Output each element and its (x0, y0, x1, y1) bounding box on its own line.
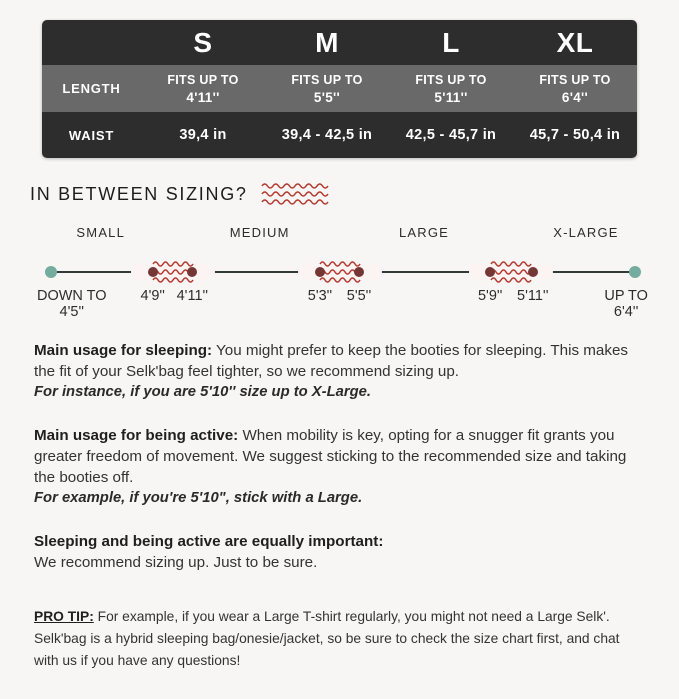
paragraph-equal (34, 531, 645, 573)
paragraph-note: For example, if you're 5'10", stick with a Large. (34, 490, 363, 506)
waist-row (42, 112, 637, 158)
length-value: 5'11'' (434, 89, 468, 105)
pro-tip-label: PRO TIP: (34, 609, 94, 624)
scale-endpoint-dot-left (45, 266, 57, 278)
length-cell-l (389, 65, 513, 112)
breakpoint-label: 5'9'' (477, 288, 503, 304)
breakpoint-dot (148, 267, 158, 277)
waist-cell-xl: 45,7 - 50,4 in (529, 127, 621, 143)
segment-label-medium: MEDIUM (229, 225, 290, 240)
breakpoint-dot (485, 267, 495, 277)
in-between-sizing-heading (30, 182, 679, 207)
length-value: 6'4'' (561, 89, 589, 105)
size-table-header-row (42, 20, 637, 65)
paragraph-active (34, 425, 645, 509)
paragraph-body: We recommend sizing up. Just to be sure. (34, 554, 318, 571)
length-row (42, 65, 637, 112)
paragraph-sleeping (34, 340, 645, 403)
scale-endpoint-dot-right (629, 266, 641, 278)
table-corner-cell (42, 20, 141, 65)
size-guide-page (0, 20, 679, 699)
length-row-label: LENGTH (62, 81, 121, 96)
pro-tip-text: For example, if you wear a Large T-shirt regularly, you might not need a Large Selk'. Selk'bag is a hybrid sleeping bag/onesie/jacket, so be sure to check the size chart first, and chat with us if you have any questions! (34, 609, 620, 668)
length-cell-s (141, 65, 265, 112)
breakpoint-dot (315, 267, 325, 277)
scale-left-end-label (37, 288, 107, 320)
scale-right-end-label (604, 288, 648, 320)
breakpoint-dot (187, 267, 197, 277)
breakpoint-label: 5'5'' (346, 288, 372, 304)
breakpoint-dot (354, 267, 364, 277)
waist-cell-s: 39,4 in (179, 127, 227, 143)
paragraph-note: For instance, if you are 5'10'' size up to X-Large. (34, 384, 371, 400)
breakpoint-label: 4'9'' (140, 288, 165, 304)
usage-copy (0, 340, 679, 573)
length-cell-xl (513, 65, 637, 112)
pro-tip-section (0, 606, 679, 672)
size-column-header-m: M (315, 26, 339, 58)
length-value: 4'11'' (186, 89, 220, 105)
segment-label-small: SMALL (76, 225, 126, 240)
breakpoint-label: 4'11'' (176, 288, 209, 304)
waist-cell-m: 39,4 - 42,5 in (281, 127, 373, 143)
size-chart-table (42, 20, 637, 158)
breakpoint-label: 5'3'' (307, 288, 333, 304)
fits-up-to-text: FITS UP TO (539, 72, 611, 87)
squiggle-icon (490, 260, 532, 285)
length-value: 5'5'' (313, 89, 341, 105)
size-column-header-l: L (442, 26, 460, 58)
fits-up-to-text: FITS UP TO (167, 72, 239, 87)
paragraph-lead: Main usage for sleeping: (34, 342, 213, 359)
end-label-line: 4'5'' (59, 304, 84, 320)
squiggle-icon (261, 182, 329, 207)
paragraph-body: When mobility is key, opting for a snugger fit grants you greater freedom of movement. We suggest sticking to the recommended size and taking the booties off. (34, 427, 627, 486)
end-label-line: DOWN TO (36, 288, 107, 304)
waist-row-label: WAIST (68, 127, 115, 143)
paragraph-lead: Main usage for being active: (34, 427, 239, 444)
height-scale-diagram (36, 219, 648, 323)
fits-up-to-text: FITS UP TO (291, 72, 363, 87)
heading-text: IN BETWEEN SIZING? (30, 184, 248, 204)
segment-label-xlarge: X-LARGE (553, 225, 619, 240)
fits-up-to-text: FITS UP TO (415, 72, 487, 87)
breakpoint-dot (528, 267, 538, 277)
end-label-line: 6'4'' (613, 304, 639, 320)
breakpoint-label: 5'11'' (517, 288, 549, 304)
size-column-header-s: S (193, 26, 213, 58)
paragraph-lead: Sleeping and being active are equally important: (34, 533, 384, 550)
paragraph-body: You might prefer to keep the booties for sleeping. This makes the fit of your Selk'bag feel tighter, so we recommend sizing up. (34, 342, 629, 380)
waist-cell-l: 42,5 - 45,7 in (405, 127, 497, 143)
length-cell-m (265, 65, 389, 112)
end-label-line: UP TO (604, 288, 648, 304)
size-column-header-xl: XL (556, 26, 594, 58)
segment-label-large: LARGE (398, 225, 450, 240)
